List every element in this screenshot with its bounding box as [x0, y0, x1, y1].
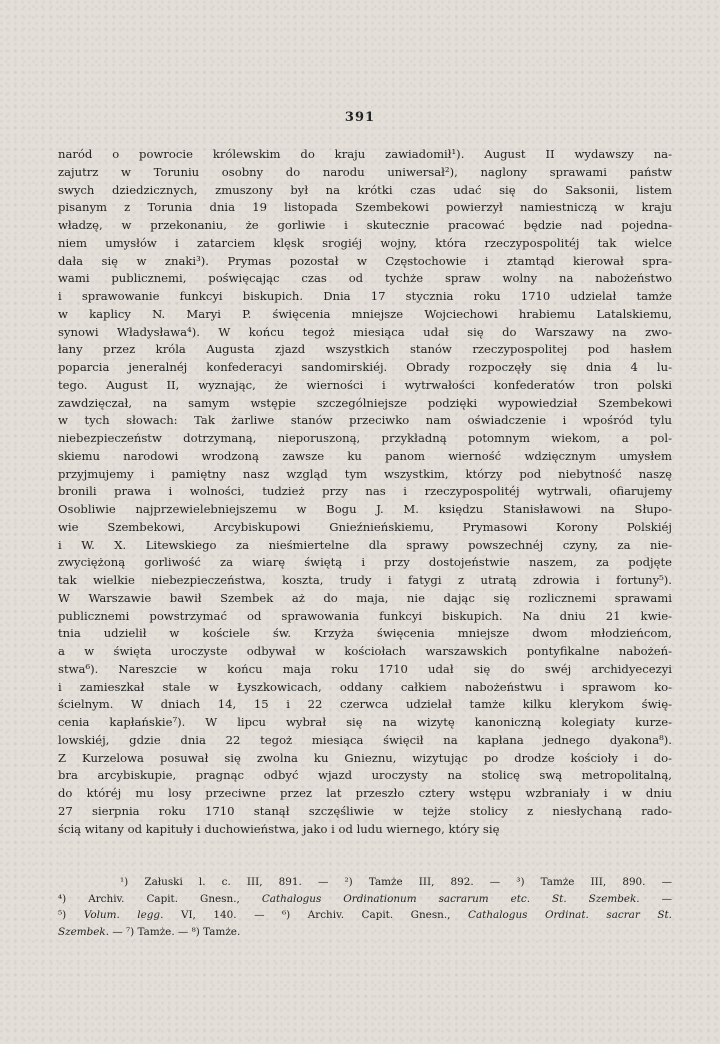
text-line: zwyciężoną gorliwość za wiarę świętą i przy dostojeństwie naszem, za podjęte [58, 555, 672, 570]
text-line: zawdzięczał, na samym wstępie szczególniejsze podzięki wypowiedział Szembekowi [58, 395, 672, 410]
text-line: ścielnym. W dniach 14, 15 i 22 czerwca udzielał tamże kilku klerykom świę- [58, 697, 672, 712]
text-line: dała się w znaki³). Prymas pozostał w Częstochowie i ztamtąd kierował spra- [58, 253, 672, 268]
text-line: bra arcybiskupie, pragnąc odbyć wjazd uroczysty na stolicę swą metropolitalną, [58, 768, 672, 783]
footnote-line [58, 874, 672, 891]
footnote-text: VI, 140. — ⁶) Archiv. Capit. Gnesn., [180, 909, 451, 921]
text-line: publicznemi powstrzymać od sprawowania funkcyi biskupich. Na dniu 21 kwie- [58, 608, 672, 623]
footnote-italic: Szembek. [58, 925, 109, 938]
text-line: w kaplicy N. Maryi P. święcenia mniejsze Wojciechowi hrabiemu Latalskiemu, [58, 306, 672, 321]
text-line: wami publicznemi, poświęcając czas od tychże spraw wolny na nabożeństwo [58, 271, 672, 286]
text-line: niem umysłów i zatarciem klęsk srogiéj wojny, która rzeczypospolitéj tak wielce [58, 235, 672, 250]
footnote-italic: Volum. legg. [83, 909, 164, 921]
footnotes [58, 874, 672, 940]
text-line: w tych słowach: Tak żarliwe stanów przeciwko nam oświadczenie i wpośród tylu [58, 413, 672, 428]
text-line: wie Szembekowi, Arcybiskupowi Gnieźnieńskiemu, Prymasowi Korony Polskiéj [58, 519, 672, 534]
text-line: synowi Władysława⁴). W końcu tegoż miesiąca udał się do Warszawy na zwo- [58, 324, 672, 339]
text-line: a w święta uroczyste odbywał w kościołach warszawskich pontyfikalne nabożeń- [58, 644, 672, 658]
text-line: tego. August II, wyznając, że wierności i wytrwałości konfederatów tron polski [58, 377, 672, 392]
text-line: i zamieszkał stale w Łyszkowicach, oddany całkiem nabożeństwu i sprawom ko- [58, 679, 672, 694]
footnote-text: ⁵) [58, 909, 67, 921]
text-line: przyjmujemy i pamiętny nasz wzgląd tym wszystkim, którzy pod niebytność naszę [58, 466, 672, 481]
footnote-text: ¹) Załuski l. c. III, 891. — ²) Tamże III, 892. — ³) Tamże III, 890. — [120, 876, 672, 888]
footnote-line [58, 924, 672, 941]
footnote-text: — [661, 892, 672, 905]
text-line: tak wielkie niebezpieczeństwa, koszta, trudy i fatygi z utratą zdrowia i fortuny⁵). [58, 573, 672, 587]
text-line: pisanym z Torunia dnia 19 listopada Szembekowi powierzył namiestniczą w kraju [58, 200, 672, 215]
text-line: Osobliwie najprzewielebniejszemu w Bogu J. M. księdzu Stanisławowi na Słupo- [58, 502, 672, 516]
text-line: do któréj mu losy przeciwne przez lat przeszło cztery wstępu wzbraniały i w dniu [58, 786, 672, 800]
text-line: łany przez króla Augusta zjazd wszystkich stanów rzeczypospolitej pod hasłem [58, 342, 672, 357]
footnote-text: ⁴) Archiv. Capit. Gnesn., [58, 892, 240, 905]
footnote-italic: Cathalogus Ordinat. sacrar St. [468, 909, 672, 921]
text-line: i W. X. Litewskiego za nieśmiertelne dla sprawy powszechnéj czyny, za nie- [58, 537, 672, 552]
text-line: władzę, w przekonaniu, że gorliwie i skutecznie pracować będzie nad pojedna- [58, 218, 672, 232]
text-line: bronili prawa i wolności, tudzież przy nas i rzeczypospolitéj wytrwali, ofiarujemy [58, 484, 672, 499]
footnote-italic: Cathalogus Ordinationum sacrarum etc. St. Szembek. [261, 892, 640, 905]
page-number: 391 [344, 110, 376, 125]
text-line: poparcia jeneralnéj konfederacyi sandomirskiéj. Obrady rozpoczęły się dnia 4 lu- [58, 360, 672, 374]
text-line: lowskiéj, gdzie dnia 22 tegoż miesiąca święcił na kapłana jednego dyakona⁸). [58, 732, 672, 747]
text-line: zajutrz w Toruniu osobny do narodu uniwersał²), naglony sprawami państw [58, 164, 672, 179]
footnote-line [58, 891, 672, 908]
text-line: naród o powrocie królewskim do kraju zawiadomił¹). August II wydawszy na- [58, 147, 672, 161]
body-text [58, 146, 672, 838]
text-line: swych dziedzicznych, zmuszony był na krótki czas udać się do Saksonii, listem [58, 182, 672, 197]
footnote-line [58, 907, 672, 924]
footnote-text: — ⁷) Tamże. — ⁸) Tamże. [112, 925, 241, 938]
text-line: tnia udzielił w kościele św. Krzyża święcenia mniejsze dwom młodzieńcom, [58, 626, 672, 641]
text-line: W Warszawie bawił Szembek aż do maja, nie dając się rozlicznemi sprawami [58, 590, 672, 605]
text-line: Z Kurzelowa posuwał się zwolna ku Gnieznu, wizytując po drodze kościoły i do- [58, 750, 672, 765]
text-line: niebezpieczeństw dotrzymaną, nieporuszoną, przykładną potomnym wiekom, a pol- [58, 431, 672, 445]
text-line: ścią witany od kapituły i duchowieństwa, jako i od ludu wiernego, który się [58, 821, 500, 836]
text-line: skiemu narodowi wrodzoną zawsze ku panom wierność wdzięcznym umysłem [58, 448, 672, 463]
text-line: cenia kapłańskie⁷). W lipcu wybrał się na wizytę kanoniczną kolegiaty kurze- [58, 715, 672, 729]
text-line: stwa⁶). Nareszcie w końcu maja roku 1710 udał się do swéj archidyecezyi [58, 661, 672, 676]
text-line: 27 sierpnia roku 1710 stanął szczęśliwie w tejże stolicy z niesłychaną rado- [58, 803, 672, 818]
text-line: i sprawowanie funkcyi biskupich. Dnia 17 stycznia roku 1710 udzielał tamże [58, 289, 672, 303]
